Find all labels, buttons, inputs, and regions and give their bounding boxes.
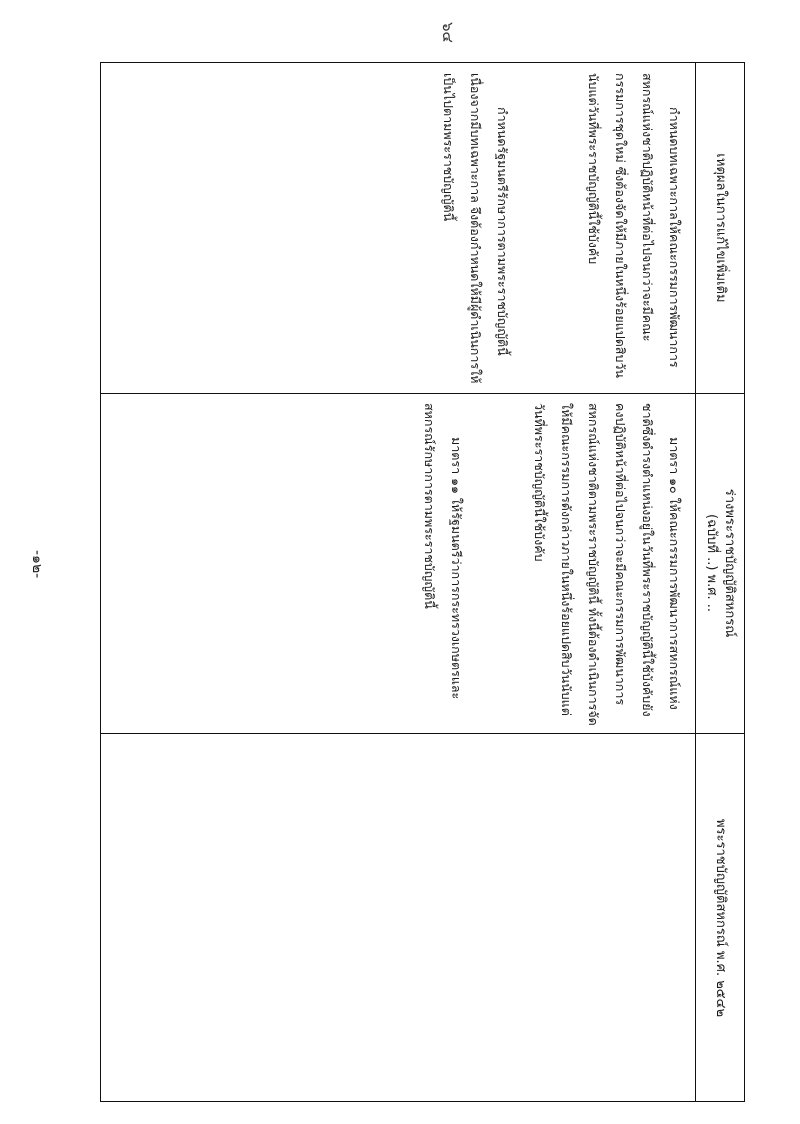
reason-paragraph: กำหนดรัฐมนตรีรักษาการตามพระราชบัญญัตินี้ เนื่องจากมีบทเฉพาะกาล จึงต้องกำหนดให้มีผู้ดำเนินการให้เป็นไปตามพระราชบัญญัตินี้ [441, 73, 510, 384]
handwritten-page-mark: ๖๔ [439, 22, 457, 43]
reason-cell [435, 73, 688, 388]
comparison-table [100, 62, 745, 1102]
column-divider [101, 393, 744, 394]
draft-section-10: มาตรา ๑๐ ให้คณะกรรมการพัฒนาการสหกรณ์แห่งชาติซึ่งดำรงตำแหน่งอยู่ในวันที่พระราชบัญญัตินี้ใช้บังคับยังคงปฏิบัติหน้าที่ต่อไปจนกว่าจะมีคณะกรรมการพัฒนาการสหกรณ์แห่งชาติตามพระราชบัญญัตินี้ ทั้งนี้ต้องดำเนินการจัดให้มีคณะกรรมการดังกล่าวภายในหนึ่งร้อยแปดสิบวันนับแต่วันที่พระราชบัญญัตินี้ใช้บังคับ [532, 403, 682, 726]
page-number: -๑๒- [29, 550, 45, 579]
draft-cell [416, 403, 688, 728]
header-current-law [696, 733, 744, 1103]
reason-paragraph: กำหนดบทเฉพาะกาลให้คณะกรรมการพัฒนาการสหกรณ์แห่งชาติปฏิบัติหน้าที่ต่อไปจนกว่าจะมีคณะกรรมการชุดใหม่ ซึ่งต้องจัดให้มีภายในหนึ่งร้อยแปดสิบวันนับแต่วันที่พระราชบัญญัตินี้ใช้บังคับ [586, 73, 682, 378]
draft-section-11: มาตรา ๑๑ ให้รัฐมนตรีว่าการกระทรวงเกษตรและสหกรณ์รักษาการตามพระราชบัญญัตินี้ [422, 403, 464, 700]
header-reason-text: เหตุผลในการแก้ไขเพิ่มเติม [713, 153, 728, 303]
header-draft-line1: ร่างพระราชบัญญัติสหกรณ์ [722, 488, 737, 638]
header-draft-line2: (ฉบับที่ ..) พ.ศ. .. [704, 513, 719, 613]
header-reason [696, 63, 744, 393]
column-divider [101, 733, 744, 734]
header-current-law-text: พระราชบัญญัติสหกรณ์ พ.ศ. ๒๕๔๒ [713, 818, 728, 1018]
header-draft [696, 393, 744, 733]
